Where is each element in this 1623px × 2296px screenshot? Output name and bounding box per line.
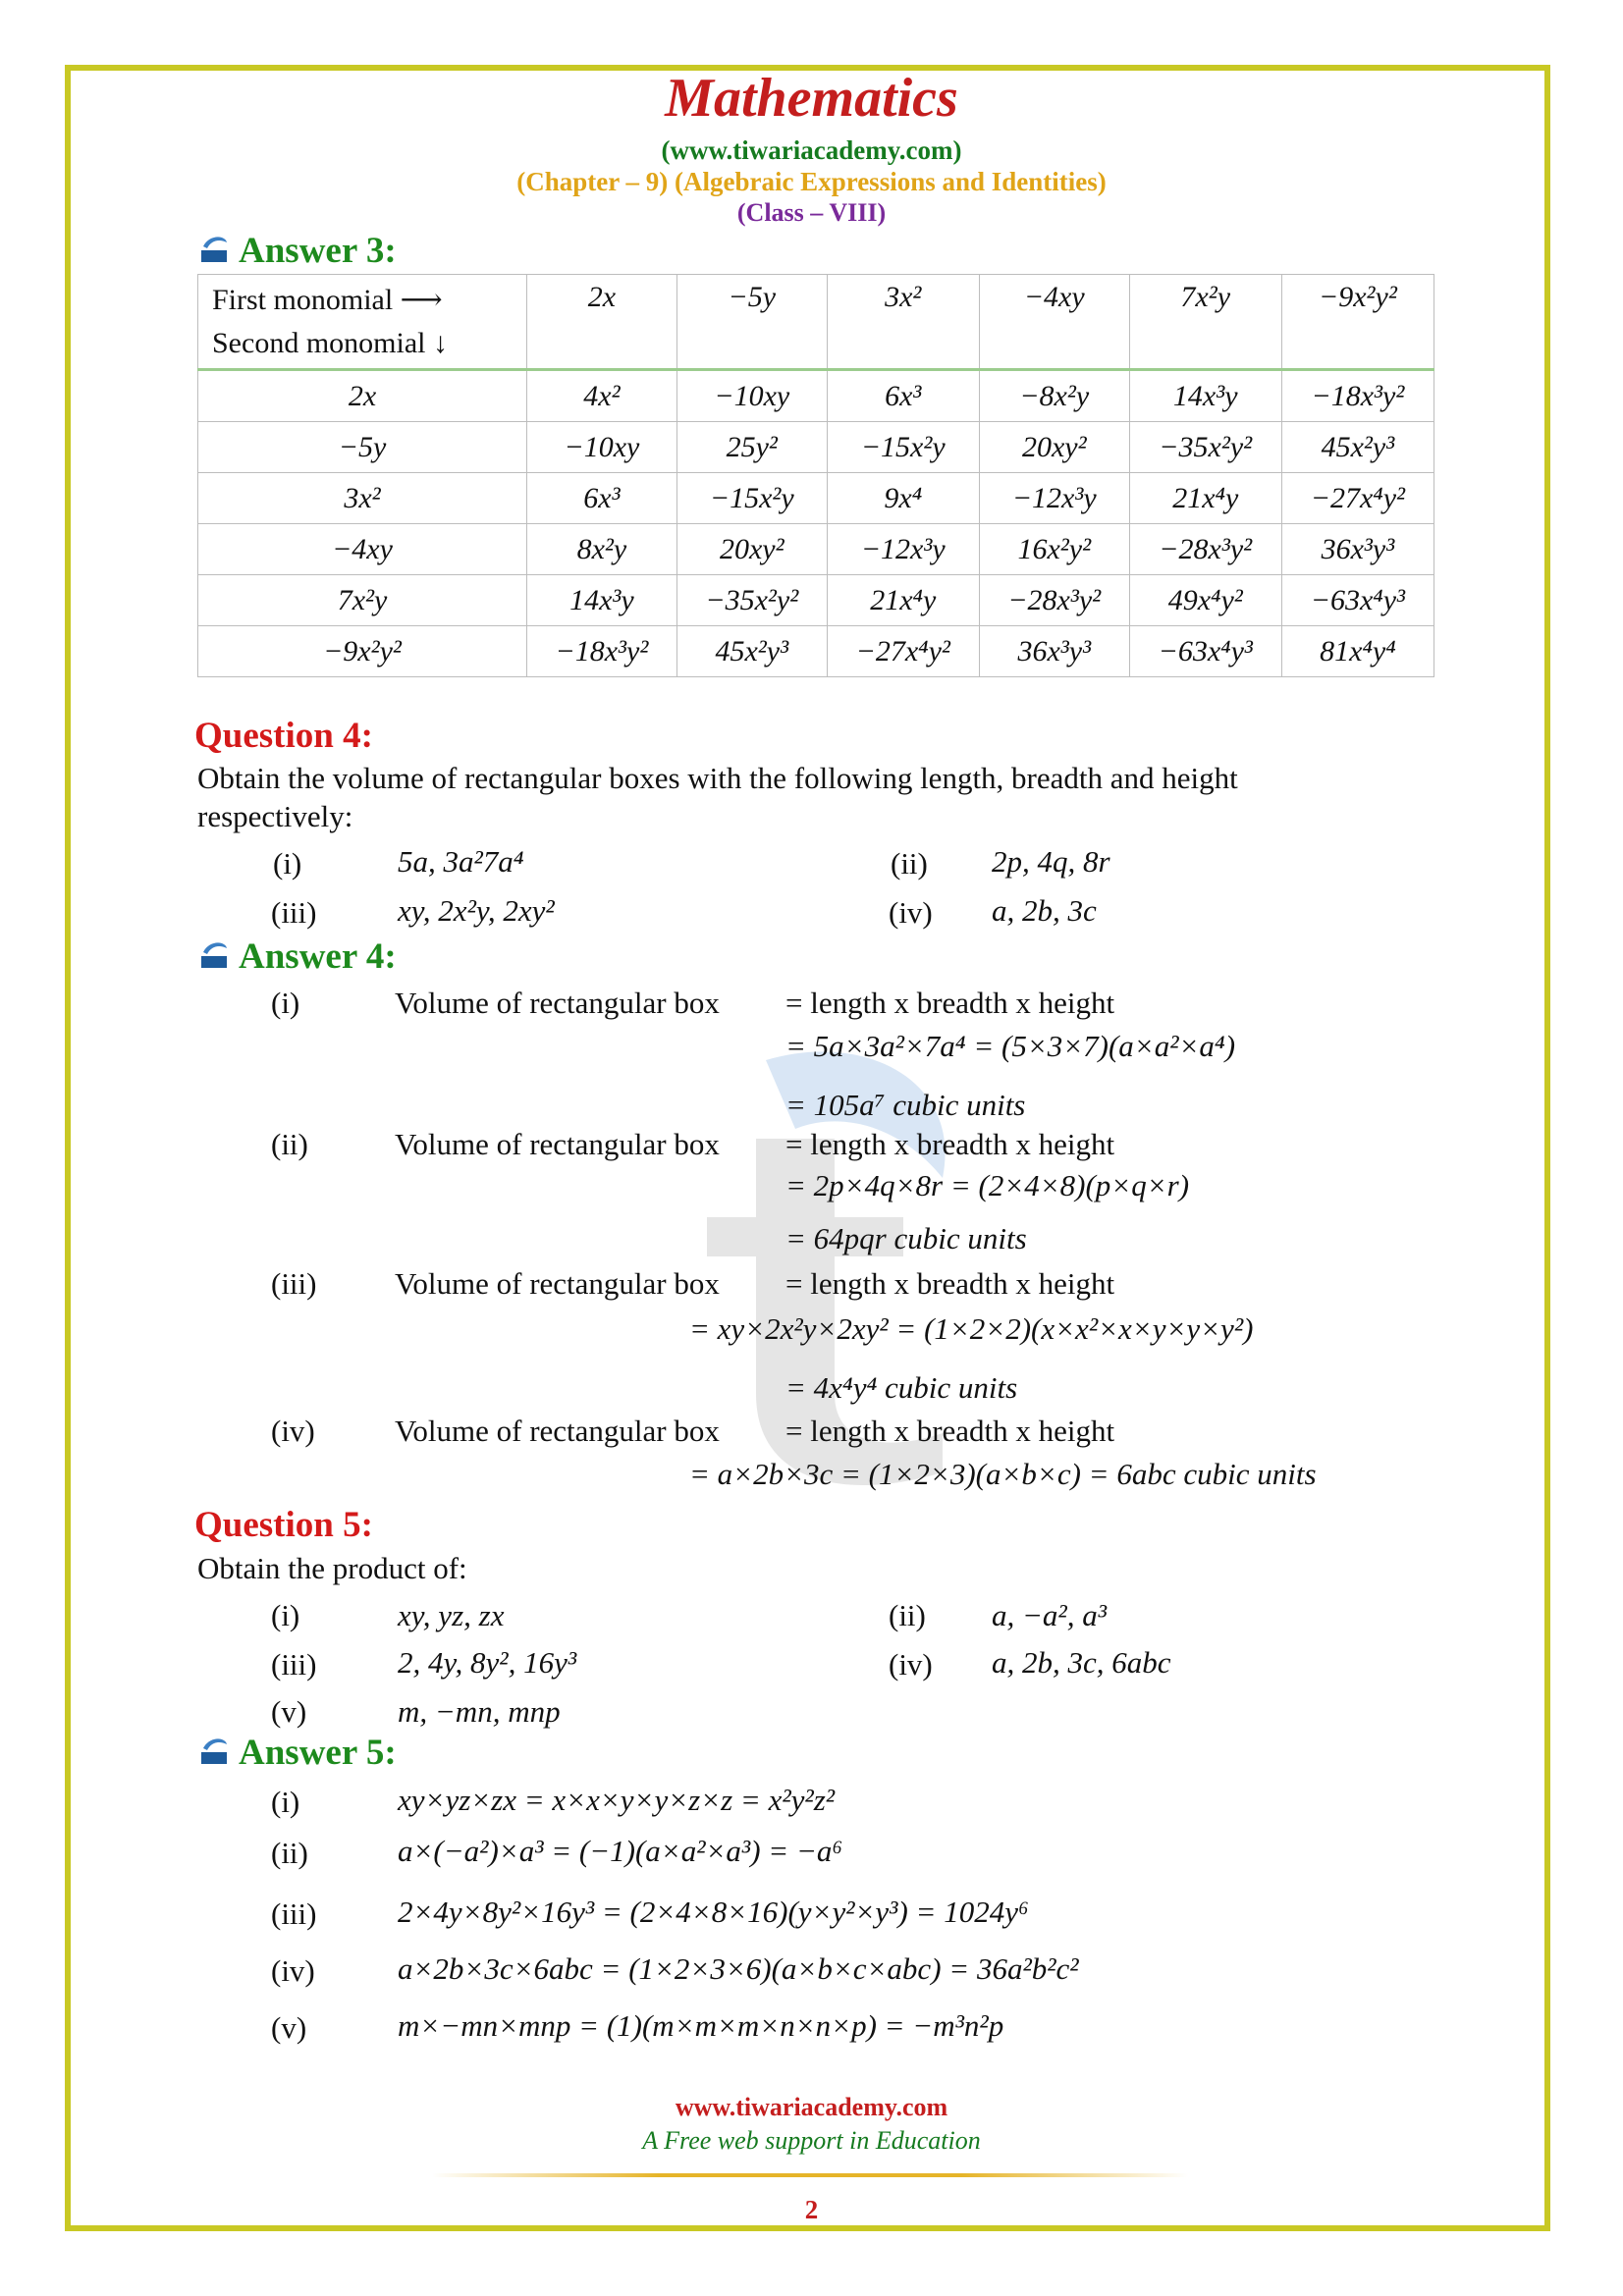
table-cell: −28x³y² (1129, 524, 1281, 575)
answer-5-heading-text: Answer 5: (239, 1733, 397, 1773)
table-cell: 25y² (676, 422, 827, 473)
row-header: 3x² (198, 473, 527, 524)
column-header: −5y (676, 275, 827, 370)
a4-step2: = 105a⁷ cubic units (785, 1088, 1026, 1122)
tiwari-logo-icon (197, 233, 231, 266)
q4-item-label: (iii) (271, 895, 317, 930)
class-label: (Class – VIII) (736, 198, 887, 227)
q4-item-label: (i) (273, 846, 302, 881)
a5-item-label: (v) (271, 2010, 307, 2045)
q4-item-expr: 5a, 3a²7a⁴ (398, 844, 524, 879)
a4-part-label: (iv) (271, 1414, 315, 1448)
table-cell: 36x³y³ (979, 626, 1129, 677)
tiwari-logo-icon (197, 1735, 231, 1768)
q4-item-expr: a, 2b, 3c (992, 893, 1097, 928)
table-cell: 45x²y³ (1281, 422, 1434, 473)
column-header: −4xy (979, 275, 1129, 370)
table-row (198, 626, 1434, 677)
corner-second-monomial: Second monomial ↓ (212, 326, 448, 359)
answer-4-heading-text: Answer 4: (239, 936, 397, 977)
q5-item-label: (ii) (889, 1598, 926, 1632)
footer-tagline: A Free web support in Education (642, 2126, 981, 2155)
a5-item-expr: m×−mn×mnp = (1)(m×m×m×n×n×p) = −m³n²p (398, 2008, 1004, 2043)
a4-part-label: (i) (271, 986, 300, 1020)
q5-item-label: (iv) (889, 1647, 933, 1682)
q4-item-expr: 2p, 4q, 8r (992, 844, 1110, 879)
footer-divider (432, 2173, 1188, 2177)
row-header: 2x (198, 370, 527, 422)
q5-item-expr: a, 2b, 3c, 6abc (992, 1645, 1171, 1680)
table-cell: 45x²y³ (676, 626, 827, 677)
header-site[interactable]: (www.tiwariacademy.com) (661, 135, 962, 165)
a4-formula: = length x breadth x height (785, 986, 1115, 1020)
row-header: 7x²y (198, 575, 527, 626)
answer-5-heading (197, 1732, 397, 1774)
q4-item-label: (iv) (889, 895, 933, 930)
table-cell: 4x² (527, 370, 677, 422)
table-cell: 6x³ (527, 473, 677, 524)
chapter-label: (Chapter – 9) (Algebraic Expressions and Identities) (516, 167, 1107, 196)
table-cell: 81x⁴y⁴ (1281, 626, 1434, 677)
table-corner-cell (198, 275, 527, 370)
q5-item-expr: xy, yz, zx (398, 1598, 505, 1632)
a5-item-expr: xy×yz×zx = x×x×y×y×z×z = x²y²z² (398, 1783, 836, 1817)
page-number: 2 (804, 2195, 819, 2224)
q5-item-expr: a, −a², a³ (992, 1598, 1108, 1632)
a5-item-label: (i) (271, 1785, 300, 1819)
answer-3-heading-text: Answer 3: (239, 231, 397, 271)
a4-formula: = length x breadth x height (785, 1266, 1115, 1301)
row-header: −9x²y² (198, 626, 527, 677)
column-header: 7x²y (1129, 275, 1281, 370)
question-5-heading: Question 5: (194, 1505, 373, 1545)
table-cell: 14x³y (527, 575, 677, 626)
a4-formula: = length x breadth x height (785, 1127, 1115, 1161)
a4-step1: = xy×2x²y×2xy² = (1×2×2)(x×x²×x×y×y×y²) (689, 1311, 1254, 1346)
table-cell: 14x³y (1129, 370, 1281, 422)
monomial-product-table (197, 274, 1434, 677)
table-row (198, 524, 1434, 575)
a4-step1: = 5a×3a²×7a⁴ = (5×3×7)(a×a²×a⁴) (785, 1029, 1236, 1063)
corner-first-monomial: First monomial ⟶ (212, 283, 443, 316)
column-header: −9x²y² (1281, 275, 1434, 370)
q5-item-label: (iii) (271, 1647, 317, 1682)
table-cell: −63x⁴y³ (1129, 626, 1281, 677)
table-row (198, 575, 1434, 626)
a4-volume-label: Volume of rectangular box (395, 986, 720, 1020)
table-cell: 8x²y (527, 524, 677, 575)
question-5-text: Obtain the product of: (197, 1551, 467, 1585)
a4-volume-label: Volume of rectangular box (395, 1266, 720, 1301)
table-cell: −28x³y² (979, 575, 1129, 626)
table-cell: 21x⁴y (827, 575, 979, 626)
table-cell: −63x⁴y³ (1281, 575, 1434, 626)
table-cell: 20xy² (979, 422, 1129, 473)
table-cell: −15x²y (676, 473, 827, 524)
table-cell: 36x³y³ (1281, 524, 1434, 575)
table-cell: −10xy (676, 370, 827, 422)
a4-part-label: (ii) (271, 1127, 308, 1161)
a4-step2: = 64pqr cubic units (785, 1221, 1027, 1255)
table-cell: −35x²y² (1129, 422, 1281, 473)
table-cell: −10xy (527, 422, 677, 473)
q5-item-expr: 2, 4y, 8y², 16y³ (398, 1645, 577, 1680)
row-header: −5y (198, 422, 527, 473)
a5-item-label: (iii) (271, 1896, 317, 1931)
table-cell: −8x²y (979, 370, 1129, 422)
table-cell: −12x³y (827, 524, 979, 575)
a4-part-label: (iii) (271, 1266, 317, 1301)
q5-item-label: (v) (271, 1694, 307, 1729)
row-header: −4xy (198, 524, 527, 575)
table-row (198, 370, 1434, 422)
question-4-heading: Question 4: (194, 716, 373, 756)
table-cell: −15x²y (827, 422, 979, 473)
a4-volume-label: Volume of rectangular box (395, 1127, 720, 1161)
table-cell: −35x²y² (676, 575, 827, 626)
column-header: 2x (527, 275, 677, 370)
table-cell: 21x⁴y (1129, 473, 1281, 524)
table-row (198, 422, 1434, 473)
a5-item-expr: 2×4y×8y²×16y³ = (2×4×8×16)(y×y²×y³) = 1024y⁶ (398, 1895, 1029, 1929)
a5-item-label: (iv) (271, 1953, 315, 1988)
table-cell: −18x³y² (527, 626, 677, 677)
question-4-text-line2: respectively: (197, 799, 353, 833)
table-cell: −12x³y (979, 473, 1129, 524)
a4-step1: = a×2b×3c = (1×2×3)(a×b×c) = 6abc cubic units (689, 1457, 1317, 1491)
table-row (198, 473, 1434, 524)
a5-item-label: (ii) (271, 1836, 308, 1870)
q4-item-label: (ii) (891, 846, 928, 881)
table-cell: 49x⁴y² (1129, 575, 1281, 626)
answer-3-heading (197, 230, 397, 272)
tiwari-logo-icon (197, 938, 231, 972)
table-cell: 9x⁴ (827, 473, 979, 524)
footer-site-link[interactable]: www.tiwariacademy.com (675, 2093, 948, 2121)
a5-item-expr: a×(−a²)×a³ = (−1)(a×a²×a³) = −a⁶ (398, 1834, 843, 1868)
a4-formula: = length x breadth x height (785, 1414, 1115, 1448)
table-cell: −27x⁴y² (1281, 473, 1434, 524)
answer-4-heading (197, 935, 397, 978)
q5-item-expr: m, −mn, mnp (398, 1694, 561, 1729)
table-cell: 6x³ (827, 370, 979, 422)
a5-item-expr: a×2b×3c×6abc = (1×2×3×6)(a×b×c×abc) = 36a²b²c² (398, 1951, 1079, 1986)
q5-item-label: (i) (271, 1598, 300, 1632)
table-cell: 20xy² (676, 524, 827, 575)
table-cell: 16x²y² (979, 524, 1129, 575)
table-header-row (198, 275, 1434, 370)
question-4-text-line1: Obtain the volume of rectangular boxes with the following length, breadth and height (197, 761, 1238, 795)
a4-volume-label: Volume of rectangular box (395, 1414, 720, 1448)
table-cell: −18x³y² (1281, 370, 1434, 422)
table-cell: −27x⁴y² (827, 626, 979, 677)
page-title: Mathematics (665, 68, 958, 129)
column-header: 3x² (827, 275, 979, 370)
a4-step1: = 2p×4q×8r = (2×4×8)(p×q×r) (785, 1168, 1190, 1202)
a4-step2: = 4x⁴y⁴ cubic units (785, 1370, 1018, 1405)
q4-item-expr: xy, 2x²y, 2xy² (398, 893, 555, 928)
